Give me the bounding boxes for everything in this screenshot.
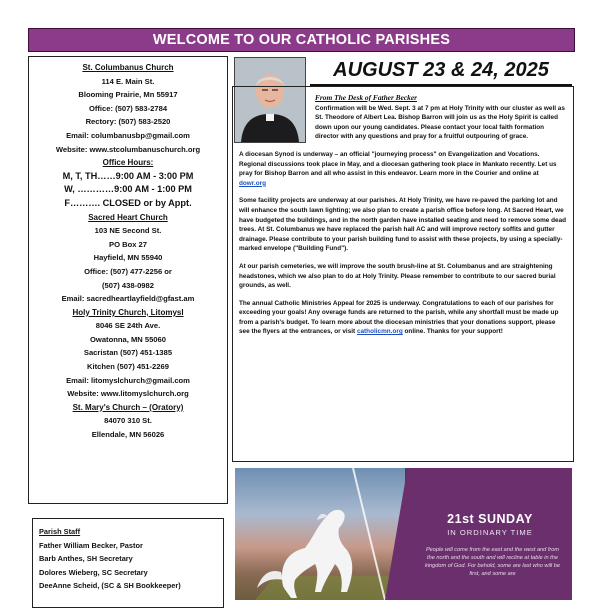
st-columbanus-website: Website: www.stcolumbanuschurch.org	[55, 144, 201, 154]
synod-paragraph: A diocesan Synod is underway – an official "journeying process" on Evangelization and Vocations. Regional discussions took place in May, and a diocesan gathering took place in Mankato recently. Let us pray for Bishop Barron and all who assist in this endeavor. Learn more in the Courier and online at	[239, 150, 557, 178]
holy-trinity-website: Website: www.litomyslchurch.org	[67, 389, 189, 399]
confirmation-paragraph: Confirmation will be Wed. Sept. 3 at 7 pm at Holy Trinity with our cluster as well as St. Theodore of Albert Lea. Bishop Barron will join us as the Holy Spirit is called down upon our young candidates. Please contact your local faith formation director with any questions and pray for a fruitful outpouring of grace.	[315, 104, 565, 141]
office-hours-heading: Office Hours:	[102, 158, 154, 168]
st-marys-address2: Ellendale, MN 56026	[91, 430, 165, 440]
parish-staff-heading: Parish Staff	[39, 527, 81, 536]
staff-member: Father William Becker, Pastor	[39, 540, 143, 550]
sacred-heart-email: Email: sacredheartlayfield@gfast.am	[61, 294, 195, 304]
holy-trinity-sacristan: Sacristan (507) 451-1385	[83, 348, 173, 358]
st-marys-address1: 84070 310 St.	[104, 416, 152, 426]
facility-paragraph: Some facility projects are underway at our parishes. At Holy Trinity, we have re-paved the parking lot and will enhance the south lawn lighting; we also plan to create a parish office before long. At Sacred Heart, we have budgeted the buildings, and in the north garden have installed seating and need to remove some dead trees. At St. Columbanus we have replaced the parish hall AC and will improve rectory soffits and gutter drainage. Please contribute to your parish building fund to assist with these projects, by using a specially-marked envelope ("Building Fund").	[239, 197, 567, 253]
sacred-heart-address1: 103 NE Second St.	[94, 226, 162, 236]
staff-member: Barb Anthes, SH Secretary	[39, 554, 133, 564]
sacred-heart-address3: Hayfield, MN 55940	[93, 253, 163, 263]
sunday-title: 21st SUNDAY	[447, 512, 533, 526]
st-columbanus-email: Email: columbanusbp@gmail.com	[66, 130, 190, 140]
sacred-heart-office2: (507) 438-0982	[102, 280, 154, 290]
sunday-subtitle: IN ORDINARY TIME	[447, 528, 533, 537]
office-hours-line2: W, …………9:00 AM - 1:00 PM	[64, 184, 192, 195]
sunday-verse: People will come from the east and the west and from the north and the south and will recline at table in the kingdom of God. For behold, some are last who will be first, and some are	[425, 547, 560, 577]
cemetery-paragraph: At our parish cemeteries, we will improve the south brush-line at St. Columbanus and are straightening headstones, which we also plan to do at Holy Trinity. Please remember to contribute to our sacred burial grounds, as well.	[239, 262, 556, 290]
sacred-heart-office: Office: (507) 477-2256 or	[84, 266, 172, 276]
holy-trinity-kitchen: Kitchen (507) 451-2269	[87, 362, 169, 372]
appeal-paragraph-end: online. Thanks for your support!	[404, 328, 503, 336]
holy-trinity-name: Holy Trinity Church, Litomysl	[72, 307, 184, 317]
st-columbanus-office: Office: (507) 583-2784	[88, 103, 168, 113]
pastor-letter	[232, 86, 574, 462]
holy-trinity-address1: 8046 SE 24th Ave.	[95, 321, 161, 331]
sacred-heart-name: Sacred Heart Church	[88, 212, 168, 222]
holy-trinity-email: Email: litomyslchurch@gmail.com	[66, 375, 190, 385]
st-columbanus-address1: 114 E. Main St.	[101, 76, 155, 86]
staff-member: DeeAnne Scheid, (SC & SH Bookkeeper)	[39, 581, 181, 591]
parish-staff	[32, 518, 224, 608]
welcome-banner: WELCOME TO OUR CATHOLIC PARISHES	[28, 28, 575, 52]
sacred-heart-address2: PO Box 27	[109, 239, 147, 249]
staff-member: Dolores Wieberg, SC Secretary	[39, 567, 148, 577]
bulletin-date: AUGUST 23 & 24, 2025	[310, 58, 572, 86]
catholicmn-link[interactable]: catholicmn.org	[356, 328, 403, 336]
dowr-link[interactable]: dowr.org	[239, 179, 266, 187]
appeal-paragraph: The annual Catholic Ministries Appeal for 2025 is underway. Congratulations to each of our parishes for exceeding your goals! Any overage funds are returned to the parish, while any shortfall must be made up from a parish's budget. To learn more about the diocesan ministries that your donations support, please see the flyers at the entrances, or visit	[239, 299, 559, 336]
letter-byline: From The Desk of Father Becker	[315, 93, 418, 102]
st-columbanus-rectory: Rectory: (507) 583-2520	[85, 117, 171, 127]
office-hours-line3: F………. CLOSED or by Appt.	[64, 197, 192, 208]
office-hours-line1: M, T, TH……9:00 AM - 3:00 PM	[62, 170, 194, 181]
st-columbanus-name: St. Columbanus Church	[82, 63, 174, 72]
st-marys-name: St. Mary's Church – (Oratory)	[72, 402, 184, 412]
holy-trinity-address2: Owatonna, MN 55060	[90, 334, 166, 344]
parish-directory	[28, 56, 228, 504]
sunday-graphic	[235, 468, 572, 600]
st-columbanus-address2: Blooming Prairie, Mn 55917	[78, 90, 178, 100]
